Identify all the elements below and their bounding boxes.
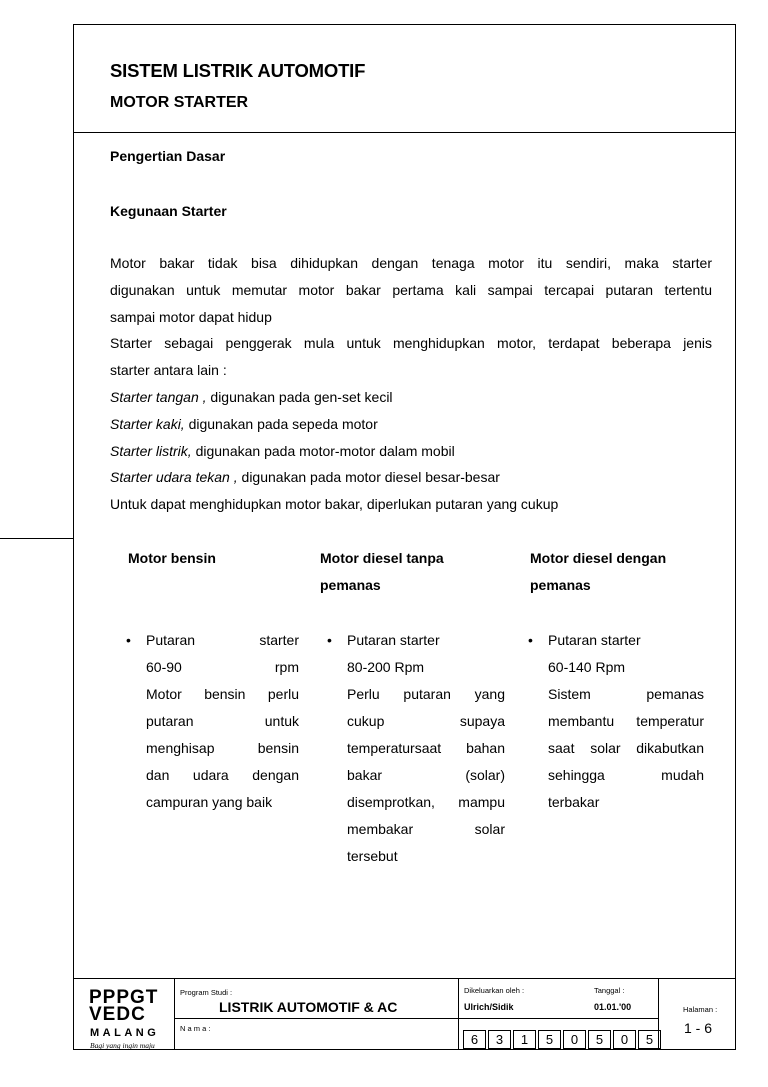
date-label: Tanggal :	[594, 986, 625, 995]
logo-city: MALANG	[90, 1027, 160, 1039]
paragraph-line: starter antara lain :	[110, 362, 227, 379]
code-digit: 6	[463, 1030, 486, 1049]
logo-mark: VEDC	[89, 1004, 146, 1025]
starter-type-item	[110, 384, 712, 411]
paragraph-line: Starter sebagai penggerak mula untuk menghidupkan motor, terdapat beberapa jenis	[110, 335, 712, 352]
code-digit: 5	[638, 1030, 661, 1049]
starter-type-desc: digunakan pada sepeda motor	[184, 415, 378, 432]
program-label: Program Studi :	[180, 988, 233, 997]
bullet-icon: •	[528, 632, 533, 648]
code-digit: 1	[513, 1030, 536, 1049]
list-line: terbakar	[548, 794, 600, 810]
list-line: temperatursaat bahan	[347, 740, 505, 756]
column-heading-line: Motor diesel tanpa	[320, 550, 444, 566]
list-line: putaran untuk	[146, 713, 299, 729]
code-digit: 5	[588, 1030, 611, 1049]
margin-mark	[0, 538, 73, 539]
section-heading: Pengertian Dasar	[110, 148, 226, 164]
list-line: disemprotkan, mampu	[347, 794, 505, 810]
column-diesel-tanpa-body	[327, 627, 505, 870]
footer-top-rule	[73, 978, 736, 979]
list-line: 60-90 rpm	[146, 659, 299, 675]
page-label: Halaman :	[683, 1005, 718, 1014]
list-item: • Putaran starter	[548, 627, 704, 654]
page-number: 1 - 6	[684, 1020, 713, 1036]
list-line: menghisap bensin	[146, 740, 299, 756]
bullet-icon: •	[126, 632, 131, 648]
starter-type-item	[110, 411, 712, 438]
starter-type-name: Starter listrik,	[110, 442, 192, 459]
document-title: SISTEM LISTRIK AUTOMOTIF	[110, 60, 366, 81]
starter-type-name: Starter udara tekan ,	[110, 469, 238, 486]
column-heading-line: Motor bensin	[128, 550, 216, 566]
list-line: 60-140 Rpm	[548, 659, 626, 675]
footer-divider	[174, 1018, 458, 1019]
column-heading-diesel-dengan	[530, 545, 666, 599]
list-line: campuran yang baik	[146, 794, 273, 810]
paragraph-line: Motor bakar tidak bisa dihidupkan dengan tenaga motor itu sendiri, maka starter	[110, 255, 712, 271]
starter-type-name: Starter tangan ,	[110, 388, 207, 405]
logo-tagline: Bagi yang ingin maju	[90, 1041, 155, 1050]
code-digit: 0	[613, 1030, 636, 1049]
column-heading-line: pemanas	[530, 577, 591, 593]
list-line: sehingga mudah	[548, 767, 704, 783]
column-heading-bensin	[128, 545, 216, 572]
date-value: 01.01.'00	[594, 1002, 632, 1012]
code-digit: 3	[488, 1030, 511, 1049]
starter-type-name: Starter kaki,	[110, 415, 185, 432]
footer-divider	[458, 978, 459, 1050]
starter-type-desc: digunakan pada motor diesel besar-besar	[237, 469, 500, 486]
header-divider	[73, 132, 736, 133]
starter-type-desc: digunakan pada motor-motor dalam mobil	[191, 442, 455, 459]
page-frame	[73, 24, 736, 1050]
list-item: • Putaran starter	[146, 627, 299, 654]
starter-type-item	[110, 438, 712, 465]
column-heading-line: Motor diesel dengan	[530, 550, 667, 566]
starter-type-desc: digunakan pada gen-set kecil	[206, 388, 393, 405]
code-digit: 5	[538, 1030, 561, 1049]
list-line: membakar solar	[347, 821, 505, 837]
list-item: • Putaran starter	[347, 627, 505, 654]
bullet-icon: •	[327, 632, 332, 648]
starter-type-item	[110, 464, 712, 491]
footer-divider	[458, 1018, 658, 1019]
list-line: cukup supaya	[347, 713, 505, 729]
paragraph-line: digunakan untuk memutar motor bakar pertama kali sampai tercapai putaran tertentu	[110, 281, 712, 298]
list-line: Motor bensin perlu	[146, 686, 299, 702]
list-line: saat solar dikabutkan	[548, 740, 704, 756]
document-code	[463, 1030, 663, 1049]
list-line: bakar (solar)	[347, 767, 505, 783]
section-subheading: Kegunaan Starter	[110, 203, 227, 219]
column-bensin-body	[126, 627, 299, 816]
column-heading-line: pemanas	[320, 577, 381, 593]
paragraph-line: sampai motor dapat hidup	[110, 308, 272, 325]
list-line: dan udara dengan	[146, 767, 299, 783]
name-label: N a m a :	[180, 1024, 211, 1033]
list-line: Sistem pemanas	[548, 686, 704, 702]
document-subtitle: MOTOR STARTER	[110, 94, 249, 111]
closing-sentence: Untuk dapat menghidupkan motor bakar, diperlukan putaran yang cukup	[110, 496, 559, 513]
code-digit: 0	[563, 1030, 586, 1049]
list-line: tersebut	[347, 848, 398, 864]
list-line: Perlu putaran yang	[347, 686, 505, 702]
body-text	[110, 250, 712, 518]
list-line: membantu temperatur	[548, 713, 704, 729]
program-value: LISTRIK AUTOMOTIF & AC	[219, 999, 398, 1015]
issued-label: Dikeluarkan oleh :	[464, 986, 525, 995]
footer-divider	[174, 978, 175, 1050]
column-diesel-dengan-body	[528, 627, 704, 816]
column-heading-diesel-tanpa	[320, 545, 444, 599]
logo-mark: PPPGT	[89, 987, 159, 1008]
issued-value: Ulrich/Sidik	[464, 1002, 514, 1012]
list-line: 80-200 Rpm	[347, 659, 425, 675]
